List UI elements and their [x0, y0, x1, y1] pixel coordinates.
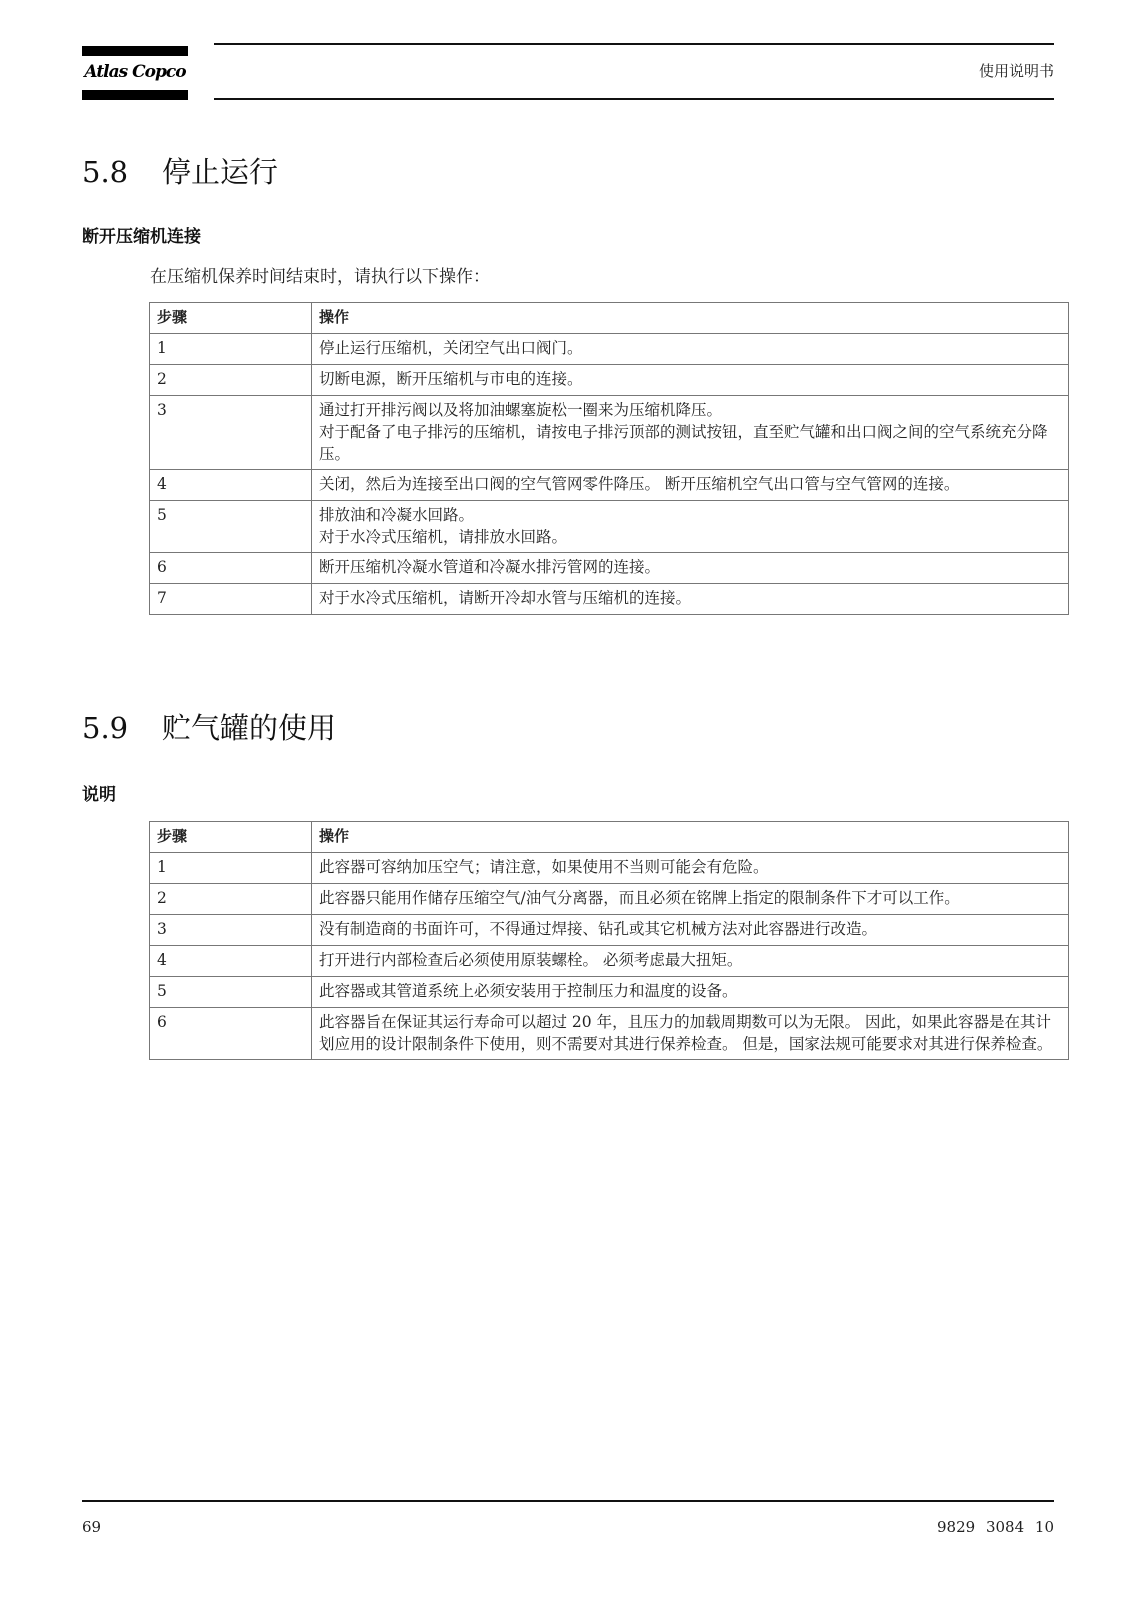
- action-text-line: 此容器旨在保证其运行寿命可以超过 20 年，且压力的加载周期数可以为无限。 因此，如果此容器是在其计划应用的设计限制条件下使用，则不需要对其进行保养检查。 但是，国家法规可能要求对其进行保养检查。: [319, 1013, 1053, 1053]
- action-cell: [312, 334, 1069, 365]
- table-body: [150, 334, 1069, 615]
- action-cell: [312, 915, 1069, 946]
- table-row: [150, 946, 1069, 977]
- action-text-line: 对于配备了电子排污的压缩机，请按电子排污顶部的测试按钮，直至贮气罐和出口阀之间的空气系统充分降压。: [319, 423, 1048, 463]
- step-number-cell: 4: [150, 946, 312, 977]
- action-text-line: 通过打开排污阀以及将加油螺塞旋松一圈来为压缩机降压。: [319, 401, 723, 419]
- table-row: [150, 365, 1069, 396]
- action-text-line: 此容器可容纳加压空气；请注意，如果使用不当则可能会有危险。: [319, 858, 769, 876]
- action-text-line: 没有制造商的书面许可，不得通过焊接、钻孔或其它机械方法对此容器进行改造。: [319, 920, 878, 938]
- action-cell: [312, 501, 1069, 553]
- section-number: 5.8: [82, 155, 129, 189]
- subheading-instructions: 说明: [82, 785, 116, 805]
- stop-operation-table: [149, 302, 1069, 615]
- table-header-row: [150, 303, 1069, 334]
- table-row: [150, 977, 1069, 1008]
- table-row: [150, 915, 1069, 946]
- air-receiver-table: [149, 821, 1069, 1060]
- step-number-cell: 2: [150, 365, 312, 396]
- step-number-cell: 4: [150, 470, 312, 501]
- action-cell: [312, 884, 1069, 915]
- table-header-row: [150, 822, 1069, 853]
- header-rule-bottom: [214, 98, 1054, 100]
- step-number-cell: 6: [150, 1008, 312, 1060]
- logo-bar-bottom: [82, 90, 188, 100]
- section-5-9-heading: [82, 706, 336, 747]
- table-row: [150, 584, 1069, 615]
- step-number-cell: 5: [150, 977, 312, 1008]
- step-number-cell: 6: [150, 553, 312, 584]
- action-cell: [312, 977, 1069, 1008]
- column-header-step: 步骤: [150, 303, 312, 334]
- action-text-line: 停止运行压缩机，关闭空气出口阀门。: [319, 339, 583, 357]
- action-cell: [312, 946, 1069, 977]
- table-row: [150, 334, 1069, 365]
- action-text-line: 对于水冷式压缩机，请排放水回路。: [319, 528, 568, 546]
- intro-text: 在压缩机保养时间结束时，请执行以下操作：: [150, 267, 490, 287]
- action-text-line: 对于水冷式压缩机，请断开冷却水管与压缩机的连接。: [319, 589, 692, 607]
- table-row: [150, 396, 1069, 470]
- column-header-action: 操作: [312, 303, 1069, 334]
- table-row: [150, 553, 1069, 584]
- table-row: [150, 470, 1069, 501]
- action-text-line: 断开压缩机冷凝水管道和冷凝水排污管网的连接。: [319, 558, 661, 576]
- action-cell: [312, 365, 1069, 396]
- action-cell: [312, 853, 1069, 884]
- section-title: 贮气罐的使用: [162, 711, 337, 745]
- header-rule-top: [214, 43, 1054, 45]
- action-text-line: 打开进行内部检查后必须使用原装螺栓。 必须考虑最大扭矩。: [319, 951, 743, 969]
- logo-wordmark: Atlas Copco: [84, 62, 186, 82]
- step-number-cell: 1: [150, 334, 312, 365]
- section-number: 5.9: [82, 711, 129, 745]
- action-text-line: 排放油和冷凝水回路。: [319, 506, 475, 524]
- action-cell: [312, 470, 1069, 501]
- footer-rule: [82, 1500, 1054, 1502]
- section-title: 停止运行: [162, 155, 279, 189]
- table-row: [150, 501, 1069, 553]
- table-row: [150, 884, 1069, 915]
- step-number-cell: 3: [150, 396, 312, 470]
- step-number-cell: 1: [150, 853, 312, 884]
- table-row: [150, 1008, 1069, 1060]
- table-body: [150, 853, 1069, 1060]
- logo-bar-top: [82, 46, 188, 56]
- action-cell: [312, 584, 1069, 615]
- column-header-step: 步骤: [150, 822, 312, 853]
- action-cell: [312, 396, 1069, 470]
- step-number-cell: 2: [150, 884, 312, 915]
- step-number-cell: 3: [150, 915, 312, 946]
- subheading-disconnect: 断开压缩机连接: [82, 227, 201, 247]
- action-text-line: 关闭，然后为连接至出口阀的空气管网零件降压。 断开压缩机空气出口管与空气管网的连接。: [319, 475, 960, 493]
- section-5-8-heading: [82, 150, 278, 191]
- table-row: [150, 853, 1069, 884]
- action-text-line: 此容器或其管道系统上必须安装用于控制压力和温度的设备。: [319, 982, 738, 1000]
- page-number: 69: [82, 1518, 102, 1536]
- column-header-action: 操作: [312, 822, 1069, 853]
- step-number-cell: 7: [150, 584, 312, 615]
- atlas-copco-logo: [82, 46, 188, 100]
- action-text-line: 此容器只能用作储存压缩空气/油气分离器，而且必须在铭牌上指定的限制条件下才可以工作。: [319, 889, 960, 907]
- action-cell: [312, 1008, 1069, 1060]
- header-doc-title: 使用说明书: [978, 62, 1054, 80]
- step-number-cell: 5: [150, 501, 312, 553]
- action-cell: [312, 553, 1069, 584]
- action-text-line: 切断电源，断开压缩机与市电的连接。: [319, 370, 583, 388]
- document-number: 9829 3084 10: [937, 1518, 1054, 1536]
